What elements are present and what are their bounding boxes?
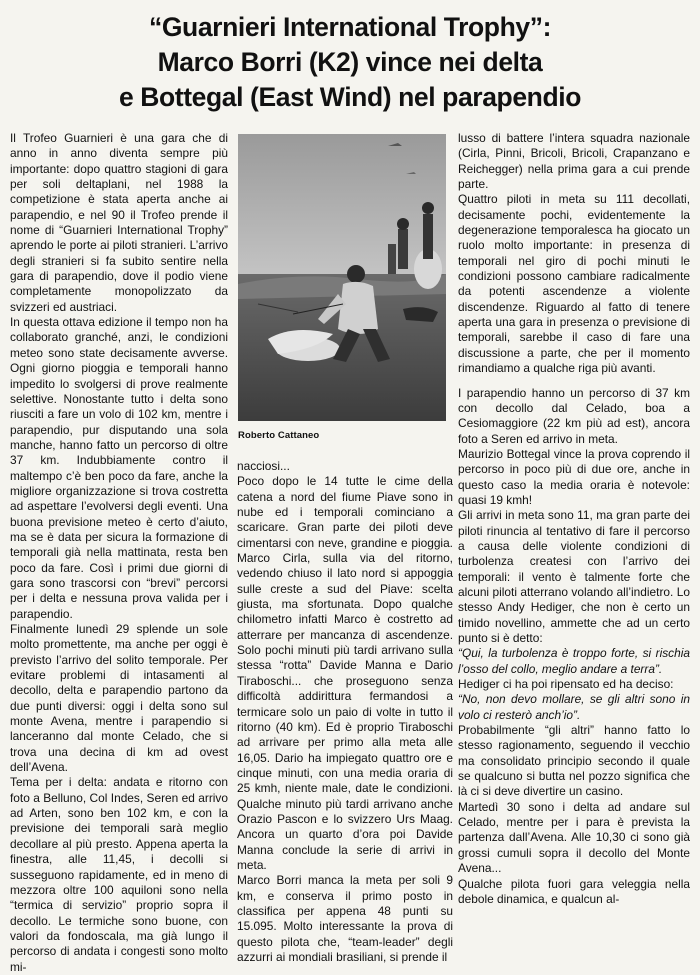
paragraph: Marco Borri manca la meta per soli 9 km, e conserva il primo posto in classifica per appena 48 punti su 15.095. Molto interessante la prova di questo pilota che, “team-leader” degli azzurri ai mondiali brasiliani, si prende il bbox=[237, 873, 453, 964]
quote: “Qui, la turbolenza è troppo forte, si rischia l’osso del collo, meglio andare a terra”. bbox=[458, 646, 690, 676]
paragraph: Finalmente lunedì 29 splende un sole molto promettente, ma anche per oggi è previsto l’arrivo del solito temporale. Per evitare problemi di intasamenti al decollo, delta e parapendio partono da due punti diversi: oggi i delta sono sul monte Avena, mentre i parapendio si lanceranno dal monte Celado, che si trova una decina di km ad ovest dell’Avena. bbox=[10, 622, 228, 775]
quote: “No, non devo mollare, se gli altri sono in volo ci resterò anch’io”. bbox=[458, 692, 690, 722]
paragraph: Hediger ci ha poi ripensato ed ha deciso: bbox=[458, 677, 674, 692]
paragraph: In questa ottava edizione il tempo non ha collaborato granché, anzi, le condizioni meteo sono state decisamente avverse. Ogni giorno pioggia e temporali hanno impedito lo svolgersi di prove realmente selettive. Nonostante tutto i delta sono riusciti a fare un volo di 102 km, mentre i parapendio, pur disputando una sola manche, hanno fatto un percorso di oltre 37 km. Indubbiamente contro il maltempo c’è ben poco da fare, anche la migliore organizzazione si trova costretta ad aspettare l’evolversi degli eventi. Una buona previsione meteo è certo d’aiuto, ma se è data per sicura la formazione di temporali già nella mattinata, resta ben poco da fare. Così i primi due giorni di gara sono trascorsi con “brevi” percorsi per i delta e nessuna prova valida per i parapendio. bbox=[10, 315, 228, 621]
paragraph: nacciosi... bbox=[237, 459, 290, 473]
column-3 bbox=[458, 131, 690, 907]
column-2 bbox=[237, 459, 453, 965]
headline-line-2: Marco Borri (K2) vince nei delta bbox=[157, 47, 543, 77]
paragraph: Quattro piloti in meta su 111 decollati, decisamente pochi, evidentemente la degenerazione temporalesca ha giocato un ruolo molto importante: in presenza di temporali nel giro di pochi minuti le condizioni possono cambiare radicalmente da potenti ascendenze a violente discendenze. Riguardo al fatto di tenere aperta una gara in presenza o previsione di temporali, sarebbe il caso di fare una discussione a parte, che per il momento rimandiamo a qualche riga più avanti. bbox=[458, 192, 690, 376]
paragraph: Il Trofeo Guarnieri è una gara che di anno in anno diventa sempre più importante: dopo quattro stagioni di gara per soli deltaplani, nel 1988 la competizione è stata aperta anche ai parapendio, e nel 90 il Trofeo prende il nome di “Guarnieri International Trophy” aprendo le porte ai piloti stranieri. L’arrivo degli stranieri si fa subito sentire nella gara di parapendio, dove il podio viene completamente monopolizzato da svizzeri ed austriaci. bbox=[10, 131, 228, 314]
paragraph: Gli arrivi in meta sono 11, ma gran parte dei piloti rinuncia al tentativo di fare il percorso a causa delle violente condizioni di turbolenza createsi con l’arrivo dei temporali: il vento è talmente forte che alcuni piloti atterrano volando all’indietro. Lo stesso Andy Hediger, che non è certo un timido novellino, ammette che ad un certo punto si è detto: bbox=[458, 508, 690, 645]
photo-credit: Roberto Cattaneo bbox=[238, 430, 320, 441]
paragraph: Poco dopo le 14 tutte le cime della catena a nord del fiume Piave sono in nube ed i temporali cominciano a scaricare. Gran parte dei piloti deve cimentarsi con neve, grandine e pioggia. Marco Cirla, sulla via del ritorno, vedendo chiuso il lato nord si appoggia sulle creste a sud del Piave: scelta giusta, ma sfortunata. Dopo qualche chilometro infatti Marco è costretto ad atterrare per mancanza di ascendenze. Solo pochi minuti più tardi arrivano sulla stessa “rotta” Davide Manna e Dario Tiraboschi... che proseguono senza difficoltà addirittura fermandosi a termicare solo un paio di volte in tutto il ritorno (40 km). Ed è proprio Tiraboschi ad arrivare per primo alla meta alle 16,05. Dario ha impiegato quattro ore e cinque minuti, con una media oraria di 25 kmh, niente male, date le condizioni. Qualche minuto più tardi arrivano anche Orazio Pascon e lo svizzero Urs Maag. Ancora un quarto d’ora poi Davide Manna conclude la serie di arrivi in meta. bbox=[237, 474, 453, 872]
column-1 bbox=[10, 131, 228, 975]
paragliding-photo bbox=[238, 134, 446, 421]
paragraph: I parapendio hanno un percorso di 37 km con decollo dal Celado, boa a Cesiomaggiore (22 km più ad est), ancora foto a Seren ed arrivo in meta. bbox=[458, 385, 690, 446]
paragraph: Qualche pilota fuori gara veleggia nella debole dinamica, e qualcun al- bbox=[458, 876, 690, 906]
paragraph: lusso di battere l’intera squadra nazionale (Cirla, Pinni, Bricoli, Bricoli, Crapanzano e Reichegger) nella prima gara a cui prende parte. bbox=[458, 131, 690, 192]
paragraph: Maurizio Bottegal vince la prova coprendo il percorso in poco più di due ore, anche in questo caso la media oraria è notevole: quasi 19 kmh! bbox=[458, 446, 690, 507]
headline-line-3: e Bottegal (East Wind) nel parapendio bbox=[118, 82, 581, 112]
paragraph: Martedì 30 sono i delta ad andare sul Celado, mentre per i para è prevista la partenza dall’Avena. Alle 10,30 ci sono già grossi cumuli sopra il decollo del Monte Avena... bbox=[458, 799, 690, 876]
article-headline bbox=[0, 10, 700, 115]
paragraph: Tema per i delta: andata e ritorno con foto a Belluno, Col Indes, Seren ed arrivo ad Arten, sono ben 102 km, e con la previsione dei temporali sarà meglio decollare al più presto. Appena aperta la finestra, alle 11,45, i decolli si susseguono rapidamente, ed in meno di mezzora oltre 100 aquiloni sono nella “termica di servizio” proprio sopra il decollo. Le termiche sono buone, con valori da fondoscala, ma già lungo il percorso di andata i congesti sono molto mi- bbox=[10, 775, 228, 974]
photo-illustration bbox=[238, 134, 446, 421]
headline-line-1: “Guarnieri International Trophy”: bbox=[148, 12, 551, 42]
paragraph: Probabilmente “gli altri” hanno fatto lo stesso ragionamento, seguendo il vecchio ma consolidato principio secondo il quale se qualcuno si butta nel pozzo significa che là ci si deve divertire un casino. bbox=[458, 723, 690, 799]
